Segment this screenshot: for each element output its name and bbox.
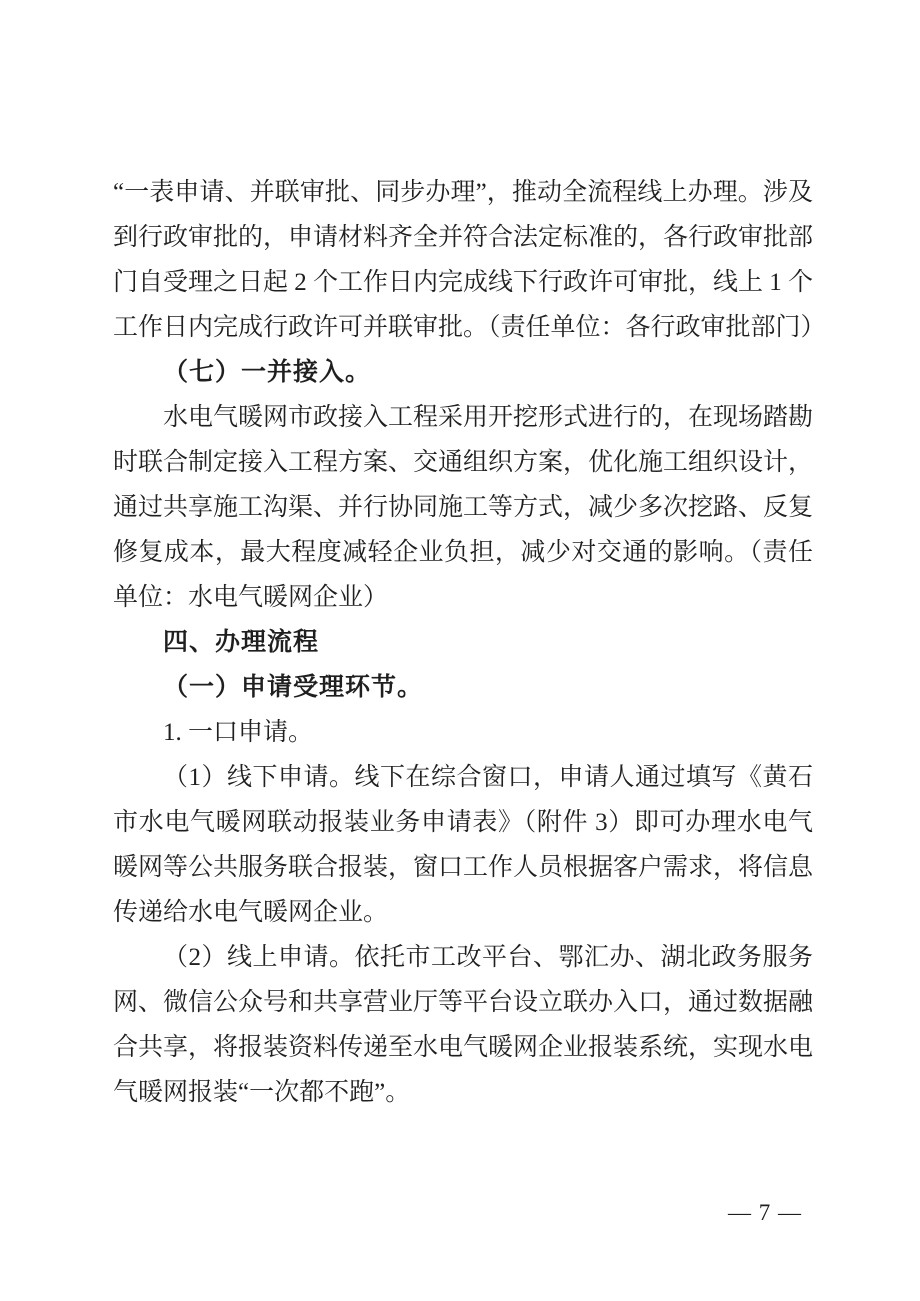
page-number: — 7 — bbox=[728, 1200, 802, 1225]
subheading-one-application-acceptance: （一）申请受理环节。 bbox=[163, 674, 424, 701]
section-heading-four-process: 四、办理流程 bbox=[163, 628, 320, 656]
paragraph-online-application: （2）线上申请。依托市工改平台、鄂汇办、湖北政务服务网、微信公众号和共享营业厅等平台设立联办入口，通过数据融合共享，将报装资料传递至水电气暖网企业报装系统，实现水电气暖网报装“一次都不跑”。 bbox=[113, 944, 814, 1106]
document-body bbox=[113, 170, 826, 1115]
paragraph-joint-access-detail: 水电气暖网市政接入工程采用开挖形式进行的，在现场踏勘时联合制定接入工程方案、交通组织方案，优化施工组织设计，通过共享施工沟渠、并行协同施工等方式，减少多次挖路、反复修复成本，最大程度减轻企业负担，减少对交通的影响。（责任单位：水电气暖网企业） bbox=[113, 404, 814, 611]
item-one-single-application: 1. 一口申请。 bbox=[163, 719, 314, 746]
paragraph-offline-application: （1）线下申请。线下在综合窗口，申请人通过填写《黄石市水电气暖网联动报装业务申请表》（附件 3）即可办理水电气暖网等公共服务联合报装，窗口工作人员根据客户需求，将信息传递给水电气暖网企业。 bbox=[113, 764, 814, 926]
paragraph-approval-process: “一表申请、并联审批、同步办理”，推动全流程线上办理。涉及到行政审批的，申请材料齐全并符合法定标准的，各行政审批部门自受理之日起 2 个工作日内完成线下行政许可审批，线上 1 个工作日内完成行政许可并联审批。（责任单位：各行政审批部门） bbox=[113, 179, 826, 341]
subheading-seven-joint-access: （七）一并接入。 bbox=[163, 359, 372, 386]
